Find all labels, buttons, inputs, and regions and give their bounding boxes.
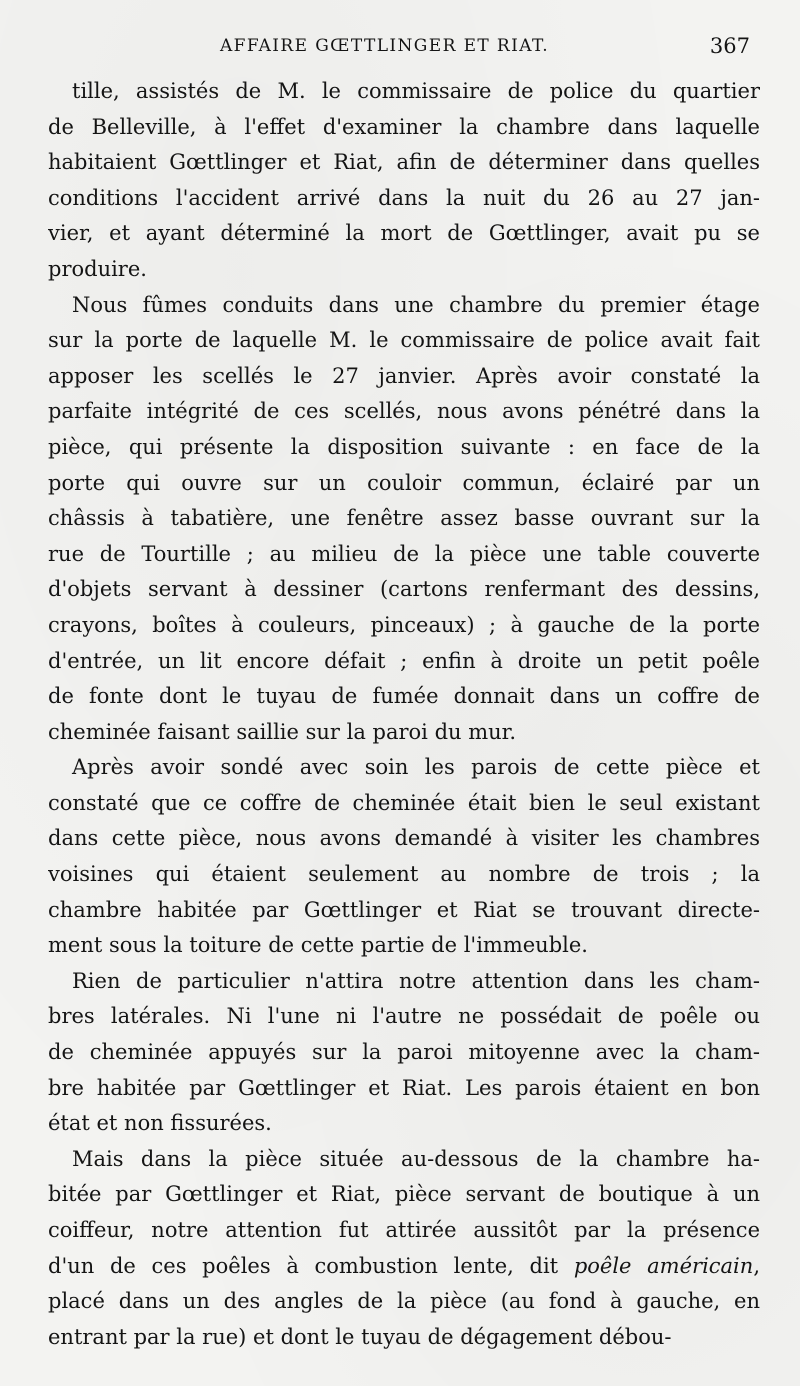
- text-segment: constaté que ce coffre de cheminée était bien le seul existant: [48, 790, 760, 815]
- text-line: [48, 679, 760, 715]
- text-line: [48, 964, 760, 1000]
- text-line: [48, 466, 760, 502]
- text-line: [48, 1213, 760, 1249]
- page-number: 367: [709, 34, 750, 58]
- text-line: [48, 359, 760, 395]
- text-segment: produire.: [48, 256, 147, 281]
- text-line: [48, 1106, 760, 1142]
- text-segment: Après avoir sondé avec soin les parois de cette pièce et: [72, 755, 760, 780]
- text-segment: de cheminée appuyés sur la paroi mitoyenne avec la cham-: [48, 1040, 760, 1065]
- text-segment: ment sous la toiture de cette partie de l'immeuble.: [48, 933, 588, 958]
- text-segment: d'objets servant à dessiner (cartons renfermant des dessins,: [48, 577, 760, 602]
- text-segment: d'entrée, un lit encore défait ; enfin à droite un petit poêle: [48, 648, 760, 673]
- text-line: [48, 537, 760, 573]
- text-line: [48, 1035, 760, 1071]
- text-segment: habitaient Gœttlinger et Riat, afin de déterminer dans quelles: [48, 150, 760, 175]
- text-segment: d'un de ces poêles à combustion lente, dit: [48, 1253, 574, 1278]
- text-line: [48, 608, 760, 644]
- text-line: [48, 1142, 760, 1178]
- text-segment: rue de Tourtille ; au milieu de la pièce une table couverte: [48, 541, 760, 566]
- text-segment: chambre habitée par Gœttlinger et Riat se trouvant directe-: [48, 897, 760, 922]
- running-head-title: AFFAIRE GŒTTLINGER ET RIAT.: [220, 36, 550, 56]
- text-line: [48, 644, 760, 680]
- text-line: [48, 288, 760, 324]
- text-segment: bre habitée par Gœttlinger et Riat. Les parois étaient en bon: [48, 1075, 760, 1100]
- text-segment: crayons, boîtes à couleurs, pinceaux) ; à gauche de la porte: [48, 612, 760, 637]
- text-line: [48, 750, 760, 786]
- text-segment: ,: [753, 1253, 760, 1278]
- body-text: [48, 74, 760, 1355]
- text-line: [48, 430, 760, 466]
- text-line: [48, 999, 760, 1035]
- text-segment: entrant par la rue) et dont le tuyau de dégagement débou-: [48, 1324, 672, 1349]
- text-segment: parfaite intégrité de ces scellés, nous avons pénétré dans la: [48, 399, 760, 424]
- text-line: [48, 857, 760, 893]
- text-line: [48, 501, 760, 537]
- text-line: [48, 786, 760, 822]
- text-segment: châssis à tabatière, une fenêtre assez basse ouvrant sur la: [48, 506, 760, 531]
- text-line: [48, 323, 760, 359]
- text-segment: voisines qui étaient seulement au nombre de trois ; la: [48, 862, 760, 887]
- text-line: [48, 572, 760, 608]
- text-segment: de fonte dont le tuyau de fumée donnait dans un coffre de: [48, 684, 760, 709]
- text-line: [48, 1249, 760, 1285]
- running-head: [0, 34, 800, 64]
- text-line: [48, 928, 760, 964]
- text-segment: sur la porte de laquelle M. le commissaire de police avait fait: [48, 328, 760, 353]
- text-line: [48, 821, 760, 857]
- text-line: [48, 1284, 760, 1320]
- text-line: [48, 110, 760, 146]
- text-line: [48, 216, 760, 252]
- text-segment: bres latérales. Ni l'une ni l'autre ne possédait de poêle ou: [48, 1004, 760, 1029]
- text-segment: bitée par Gœttlinger et Riat, pièce servant de boutique à un: [48, 1182, 760, 1207]
- text-segment: vier, et ayant déterminé la mort de Gœttlinger, avait pu se: [48, 221, 760, 246]
- text-line: [48, 394, 760, 430]
- text-line: [48, 181, 760, 217]
- text-segment: porte qui ouvre sur un couloir commun, éclairé par un: [48, 470, 760, 495]
- text-segment: Nous fûmes conduits dans une chambre du premier étage: [72, 292, 760, 317]
- text-line: [48, 1177, 760, 1213]
- text-line: [48, 252, 760, 288]
- text-segment: conditions l'accident arrivé dans la nuit du 26 au 27 jan-: [48, 185, 760, 210]
- text-segment: tille, assistés de M. le commissaire de police du quartier: [72, 79, 760, 103]
- text-line: [48, 715, 760, 751]
- text-line: [48, 74, 760, 110]
- text-line: [48, 145, 760, 181]
- text-segment: dans cette pièce, nous avons demandé à visiter les chambres: [48, 826, 760, 851]
- text-segment: Rien de particulier n'attira notre attention dans les cham-: [72, 968, 760, 993]
- text-segment: apposer les scellés le 27 janvier. Après avoir constaté la: [48, 363, 760, 388]
- italic-term: poêle américain: [573, 1253, 754, 1278]
- text-segment: cheminée faisant saillie sur la paroi du mur.: [48, 719, 517, 744]
- text-line: [48, 893, 760, 929]
- text-line: [48, 1320, 760, 1356]
- text-segment: de Belleville, à l'effet d'examiner la chambre dans laquelle: [48, 114, 760, 139]
- text-segment: placé dans un des angles de la pièce (au fond à gauche, en: [48, 1289, 760, 1314]
- text-segment: coiffeur, notre attention fut attirée aussitôt par la présence: [48, 1218, 760, 1242]
- text-line: [48, 1071, 760, 1107]
- text-segment: pièce, qui présente la disposition suivante : en face de la: [48, 434, 760, 459]
- text-segment: Mais dans la pièce située au-dessous de la chambre ha-: [72, 1146, 760, 1171]
- text-segment: état et non fissurées.: [48, 1111, 272, 1136]
